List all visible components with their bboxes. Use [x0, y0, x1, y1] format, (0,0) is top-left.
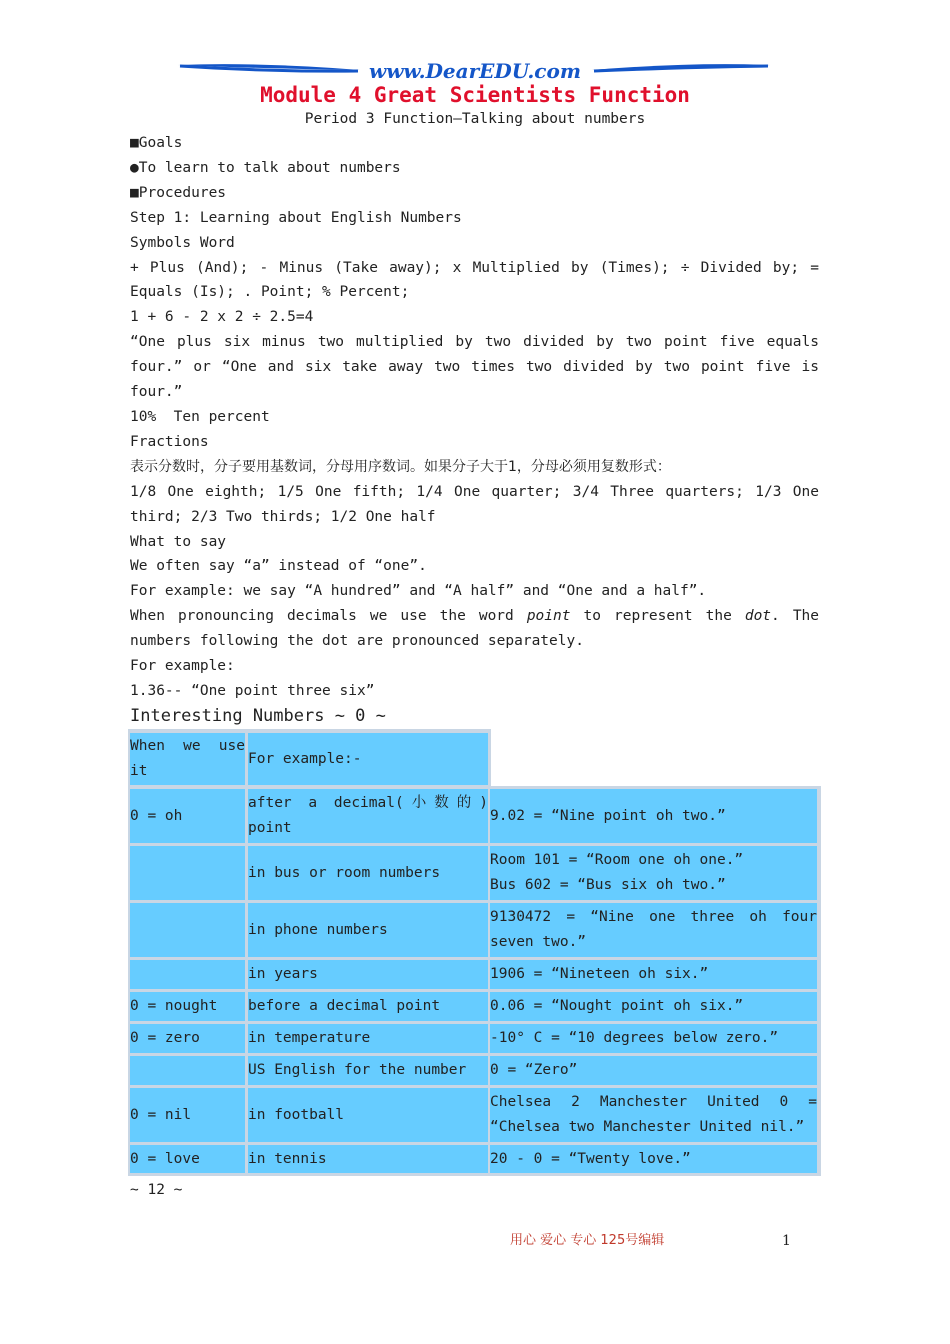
table-cell: -10° C = “10 degrees below zero.”: [490, 1024, 817, 1053]
table-cell: 0 = oh: [130, 789, 245, 843]
page-subtitle: Period 3 Function—Talking about numbers: [304, 111, 646, 127]
procedures-heading: ■Procedures: [130, 184, 227, 201]
word-point: point: [526, 608, 571, 625]
table-cell: 0 = “Zero”: [490, 1056, 817, 1085]
decimals-paragraph: When pronouncing decimals we use the word point to represent the dot. The numbers following the dot are pronounced separately.: [130, 608, 828, 650]
table-cell: 9.02 = “Nine point oh two.”: [490, 789, 817, 843]
table-cell: in football: [248, 1088, 488, 1142]
table-cell: US English for the number: [248, 1056, 488, 1085]
table-cell: [130, 1056, 245, 1085]
word-dot: dot: [744, 608, 772, 625]
for-example-label: For example:: [130, 658, 235, 675]
what-to-say-heading: What to say: [130, 533, 227, 550]
fractions-heading: Fractions: [130, 433, 209, 450]
site-url: www.DearEDU.com: [368, 59, 581, 83]
table-cell: 1906 = “Nineteen oh six.”: [490, 960, 817, 989]
table-cell: 0 = zero: [130, 1024, 245, 1053]
page-number: 1: [782, 1233, 791, 1249]
table-cell: [130, 846, 245, 900]
table-cell: [130, 903, 245, 957]
table-cell: in tennis: [248, 1145, 488, 1173]
table-cell: 20 - 0 = “Twenty love.”: [490, 1145, 817, 1173]
table-cell: 9130472 = “Nine one three oh four seven two.”: [490, 903, 817, 957]
table-cell: 0.06 = “Nought point oh six.”: [490, 992, 817, 1021]
document-body: [130, 131, 828, 704]
symbols-line: + Plus (And); - Minus (Take away); x Multiplied by (Times); ÷ Divided by; = Equals (Is); . Point; % Percent;: [130, 259, 828, 301]
equation-reading: “One plus six minus two multiplied by two divided by two point five equals four.” or “One and six take away two times two divided by two point five is four.”: [130, 334, 828, 401]
table-header-example: For example:-: [248, 733, 488, 785]
percent-example: 10% Ten percent: [130, 408, 270, 425]
section-heading: Interesting Numbers ~ 0 ~: [130, 706, 386, 726]
table-cell: after a decimal(小数的) point: [248, 789, 488, 843]
table-cell: Room 101 = “Room one oh one.” Bus 602 = “Bus six oh two.”: [490, 846, 817, 900]
numbers-table: [128, 729, 821, 1176]
table-cell: [130, 960, 245, 989]
goal-item: ●To learn to talk about numbers: [130, 159, 401, 176]
symbols-word-label: Symbols Word: [130, 234, 235, 251]
section-end: ~ 12 ~: [130, 1182, 183, 1198]
equation: 1 + 6 - 2 x 2 ÷ 2.5=4: [130, 309, 314, 326]
goals-heading: ■Goals: [130, 135, 183, 151]
table-cell: 0 = love: [130, 1145, 245, 1173]
table-cell: in bus or room numbers: [248, 846, 488, 900]
fractions-note-zh: 表示分数时，分子要用基数词，分母用序数词。如果分子大于1，分母必须用复数形式：: [130, 458, 671, 475]
page-title: Module 4 Great Scientists Function: [260, 83, 690, 107]
often-say-line: We often say “a” instead of “one”.: [130, 558, 427, 575]
table-cell: 0 = nought: [130, 992, 245, 1021]
fraction-list: 1/8 One eighth; 1/5 One fifth; 1/4 One quarter; 3/4 Three quarters; 1/3 One third; 2/3 Two thirds; 1/2 One half: [130, 483, 828, 525]
example-a-line: For example: we say “A hundred” and “A half” and “One and a half”.: [130, 583, 707, 600]
table-cell: Chelsea 2 Manchester United 0 = “Chelsea two Manchester United nil.”: [490, 1088, 817, 1142]
table-cell: in temperature: [248, 1024, 488, 1053]
footer-text: 用心 爱心 专心 125号编辑: [510, 1233, 665, 1248]
table-cell: before a decimal point: [248, 992, 488, 1021]
step-heading: Step 1: Learning about English Numbers: [130, 209, 462, 226]
table-cell: in years: [248, 960, 488, 989]
table-cell: 0 = nil: [130, 1088, 245, 1142]
table-cell: in phone numbers: [248, 903, 488, 957]
example-136: 1.36-- “One point three six”: [130, 682, 375, 699]
table-header-when: When we use it: [130, 733, 245, 785]
